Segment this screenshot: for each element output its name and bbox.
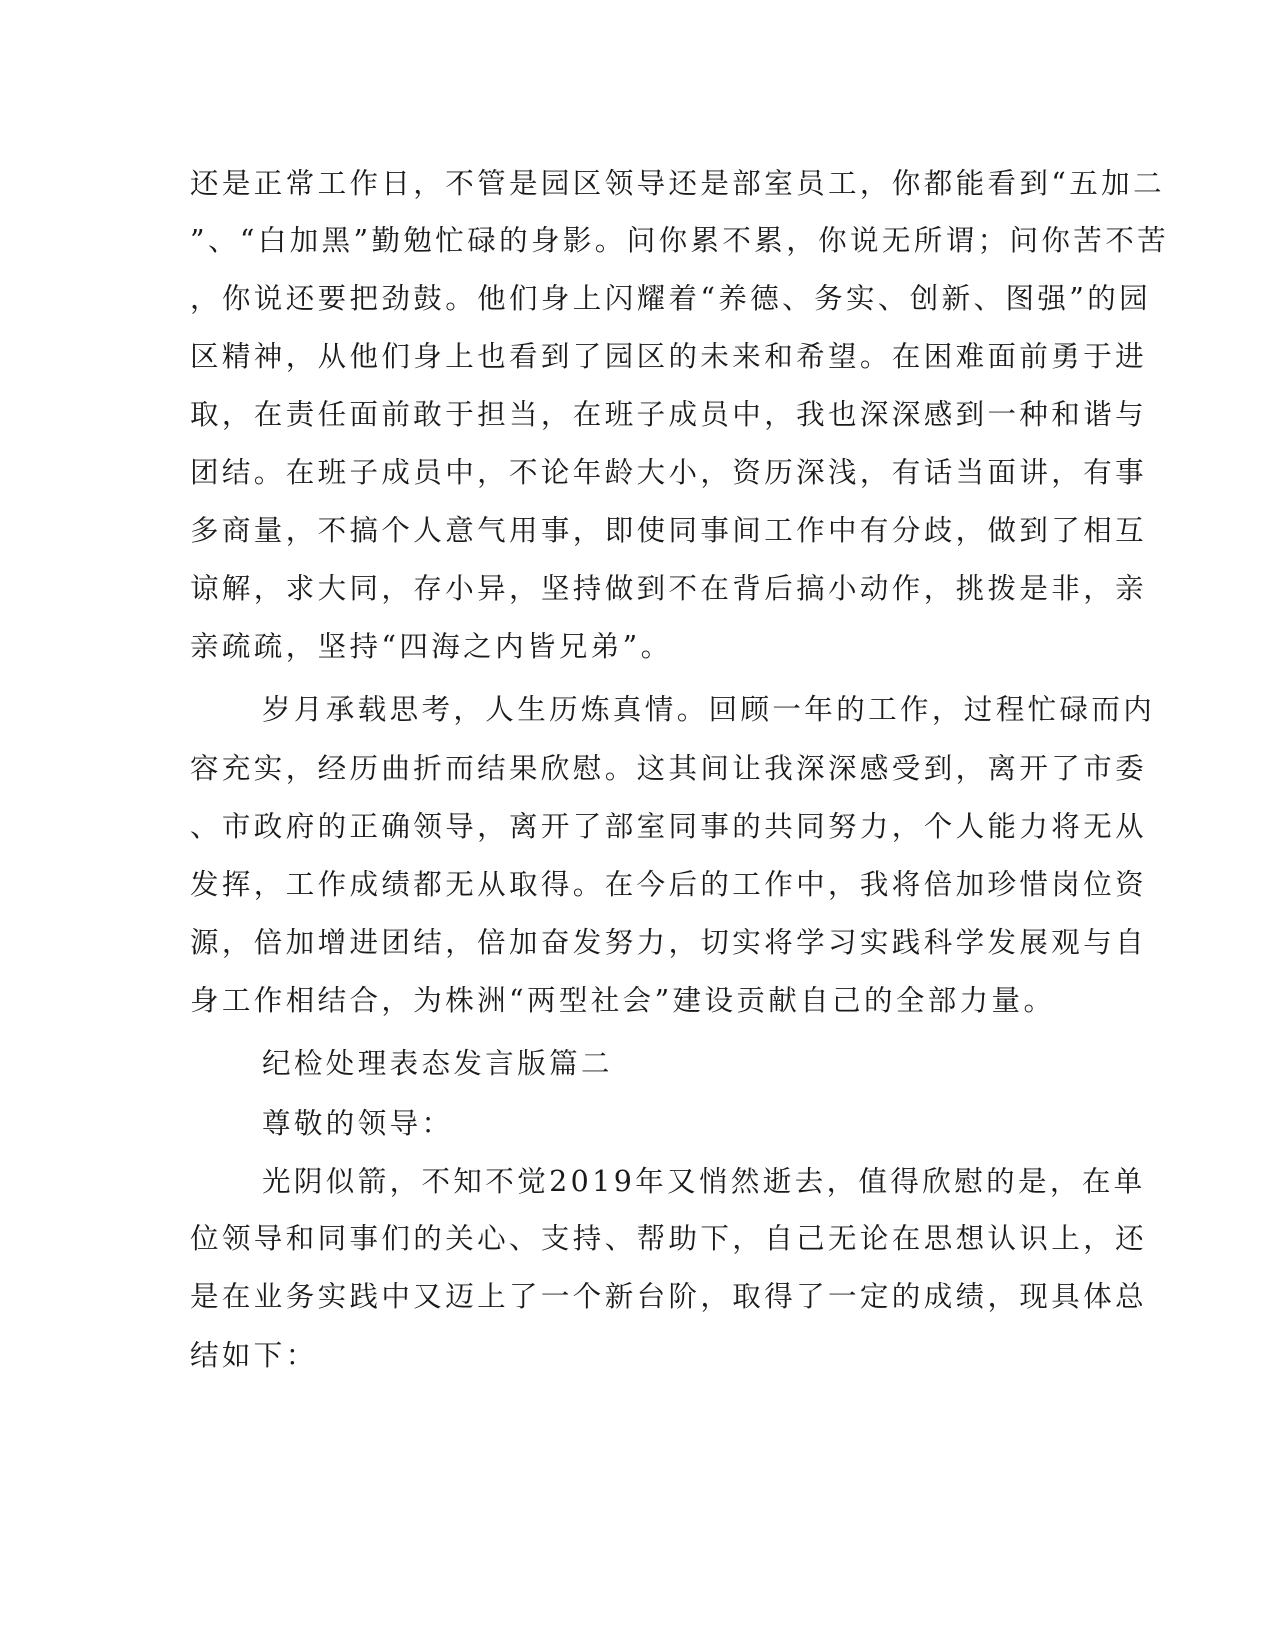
paragraph-line: 区精神，从他们身上也看到了园区的未来和希望。在困难面前勇于进	[190, 340, 1148, 373]
paragraph-line: 谅解，求大同，存小异，坚持做到不在背后搞小动作，挑拨是非，亲	[190, 572, 1148, 605]
paragraph-line: 容充实，经历曲折而结果欣慰。这其间让我深深感受到，离开了市委	[190, 752, 1148, 785]
paragraph-line: 光阴似箭，不知不觉2019年又悄然逝去，值得欣慰的是，在单	[262, 1165, 1146, 1198]
paragraph-line: 是在业务实践中又迈上了一个新台阶，取得了一定的成绩，现具体总	[190, 1280, 1148, 1313]
paragraph-line: 取，在责任面前敢于担当，在班子成员中，我也深深感到一种和谐与	[190, 398, 1148, 431]
paragraph-line: ”、“白加黑”勤勉忙碌的身影。问你累不累，你说无所谓；问你苦不苦	[190, 224, 1170, 257]
paragraph-line: 团结。在班子成员中，不论年龄大小，资历深浅，有话当面讲，有事	[190, 456, 1148, 489]
paragraph-line: 发挥，工作成绩都无从取得。在今后的工作中，我将倍加珍惜岗位资	[190, 868, 1148, 901]
paragraph-line: 亲疏疏，坚持“四海之内皆兄弟”。	[190, 630, 673, 663]
paragraph-line: ，你说还要把劲鼓。他们身上闪耀着“养德、务实、创新、图强”的园	[190, 282, 1152, 315]
paragraph-line: 源，倍加增进团结，倍加奋发努力，切实将学习实践科学发展观与自	[190, 926, 1148, 959]
paragraph-line: 结如下：	[190, 1339, 318, 1372]
paragraph-line: 身工作相结合，为株洲“两型社会”建设贡献自己的全部力量。	[190, 984, 1056, 1017]
salutation: 尊敬的领导：	[262, 1107, 454, 1140]
paragraph-line: 岁月承载思考，人生历炼真情。回顾一年的工作，过程忙碌而内	[262, 693, 1156, 726]
paragraph-line: 位领导和同事们的关心、支持、帮助下，自己无论在思想认识上，还	[190, 1222, 1148, 1255]
paragraph-line: 、市政府的正确领导，离开了部室同事的共同努力，个人能力将无从	[190, 810, 1148, 843]
paragraph-line: 多商量，不搞个人意气用事，即使同事间工作中有分歧，做到了相互	[190, 514, 1148, 547]
section-heading: 纪检处理表态发言版篇二	[262, 1047, 613, 1080]
paragraph-line: 还是正常工作日，不管是园区领导还是部室员工，你都能看到“五加二	[190, 167, 1165, 200]
